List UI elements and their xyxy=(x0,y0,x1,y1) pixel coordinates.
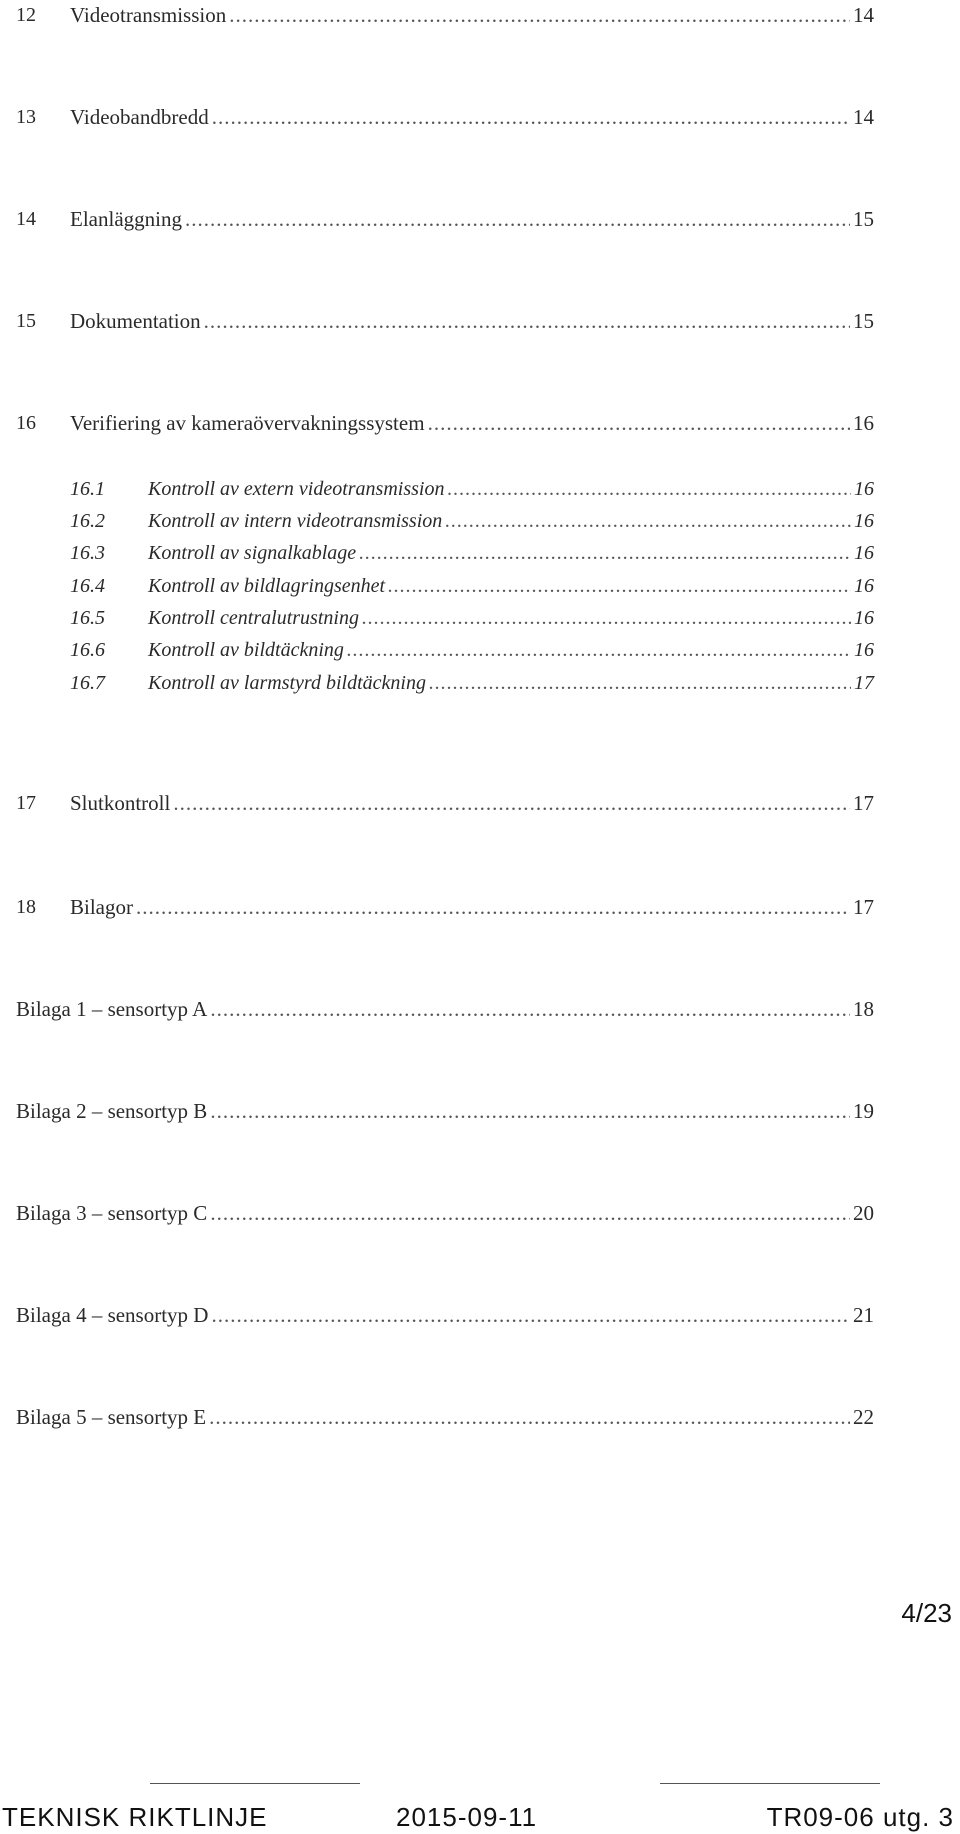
toc-subentry[interactable] xyxy=(0,635,874,665)
toc-entry-page: 16 xyxy=(853,411,874,435)
toc-subentry[interactable] xyxy=(0,506,874,536)
toc-entry-number: 15 xyxy=(16,310,36,332)
toc-entry-number: 16.7 xyxy=(70,672,105,694)
toc-entry-page: 18 xyxy=(853,997,874,1021)
toc-entry-page: 20 xyxy=(853,1201,874,1225)
toc-appendix-entry[interactable] xyxy=(0,1300,874,1330)
toc-entry-number: 17 xyxy=(16,792,36,814)
footer-rule-right xyxy=(660,1783,880,1784)
toc-entry-page: 16 xyxy=(854,542,874,564)
toc-entry-number: 16.2 xyxy=(70,510,105,532)
toc-entry-title: Kontroll centralutrustning xyxy=(148,607,359,629)
toc-entry-page: 16 xyxy=(854,575,874,597)
toc-entry-page: 15 xyxy=(853,309,874,333)
toc-dot-leader xyxy=(428,408,850,438)
toc-dot-leader xyxy=(388,571,851,601)
toc-entry-title: Videotransmission xyxy=(70,3,227,27)
toc-entry-page: 19 xyxy=(853,1099,874,1123)
toc-entry-number: 13 xyxy=(16,106,36,128)
toc-dot-leader xyxy=(362,603,851,633)
toc-entry-title: Bilaga 4 – sensortyp D xyxy=(16,1303,209,1327)
toc-entry-page: 14 xyxy=(853,105,874,129)
toc-dot-leader xyxy=(209,1402,850,1432)
toc-entry-title: Kontroll av bildtäckning xyxy=(148,639,344,661)
toc-entry-number: 16 xyxy=(16,412,36,434)
toc-entry-title: Kontroll av extern videotransmission xyxy=(148,478,445,500)
toc-dot-leader xyxy=(210,1198,850,1228)
toc-dot-leader xyxy=(447,474,851,504)
toc-entry-title: Bilaga 1 – sensortyp A xyxy=(16,997,208,1021)
toc-entry-page: 16 xyxy=(854,639,874,661)
toc-entry-title: Elanläggning xyxy=(70,207,182,231)
toc-dot-leader xyxy=(229,0,850,30)
toc-entry-page: 17 xyxy=(853,895,874,919)
toc-dot-leader xyxy=(185,204,850,234)
toc-dot-leader xyxy=(211,1300,850,1330)
toc-entry-title: Dokumentation xyxy=(70,309,201,333)
toc-entry[interactable] xyxy=(0,102,874,132)
toc-dot-leader xyxy=(136,892,850,922)
toc-entry-number: 12 xyxy=(16,4,36,26)
toc-subentry[interactable] xyxy=(0,603,874,633)
page-number: 4/23 xyxy=(901,1598,952,1628)
toc-entry-number: 18 xyxy=(16,896,36,918)
toc-entry-page: 16 xyxy=(854,478,874,500)
toc-entry-title: Bilagor xyxy=(70,895,133,919)
toc-entry-title: Kontroll av larmstyrd bildtäckning xyxy=(148,672,426,694)
toc-entry[interactable] xyxy=(0,306,874,336)
toc-entry-number: 16.1 xyxy=(70,478,105,500)
toc-entry-page: 17 xyxy=(854,672,874,694)
toc-dot-leader xyxy=(210,994,850,1024)
toc-entry[interactable] xyxy=(0,408,874,438)
toc-subentry[interactable] xyxy=(0,474,874,504)
toc-subentry[interactable] xyxy=(0,668,874,698)
toc-dot-leader xyxy=(347,635,851,665)
toc-entry-page: 16 xyxy=(854,607,874,629)
toc-dot-leader xyxy=(429,668,851,698)
toc-entry-title: Kontroll av bildlagringsenhet xyxy=(148,575,386,597)
toc-entry[interactable] xyxy=(0,204,874,234)
toc-subentry[interactable] xyxy=(0,538,874,568)
toc-entry-title: Kontroll av intern videotransmission xyxy=(148,510,443,532)
toc-subentry[interactable] xyxy=(0,571,874,601)
toc-appendix-entry[interactable] xyxy=(0,1402,874,1432)
toc-entry-number: 14 xyxy=(16,208,36,230)
toc-entry-page: 16 xyxy=(854,510,874,532)
toc-entry-title: Kontroll av signalkablage xyxy=(148,542,357,564)
toc-entry-page: 17 xyxy=(853,791,874,815)
footer-rule-left xyxy=(150,1783,360,1784)
toc-entry-number: 16.5 xyxy=(70,607,105,629)
toc-entry-page: 15 xyxy=(853,207,874,231)
toc-dot-leader xyxy=(173,788,850,818)
toc-entry-number: 16.6 xyxy=(70,639,105,661)
toc-dot-leader xyxy=(445,506,851,536)
toc-entry-title: Videobandbredd xyxy=(70,105,209,129)
footer-document-type: TEKNISK RIKTLINJE xyxy=(2,1802,268,1832)
toc-entry[interactable] xyxy=(0,788,874,818)
toc-entry-page: 22 xyxy=(853,1405,874,1429)
footer-date: 2015-09-11 xyxy=(396,1802,538,1832)
toc-entry-page: 14 xyxy=(853,3,874,27)
toc-dot-leader xyxy=(359,538,851,568)
toc-appendix-entry[interactable] xyxy=(0,994,874,1024)
toc-dot-leader xyxy=(204,306,850,336)
toc-appendix-entry[interactable] xyxy=(0,1096,874,1126)
toc-entry-title: Slutkontroll xyxy=(70,791,171,815)
toc-entry-page: 21 xyxy=(853,1303,874,1327)
toc-appendix-entry[interactable] xyxy=(0,1198,874,1228)
toc-entry-number: 16.3 xyxy=(70,542,105,564)
toc-entry[interactable] xyxy=(0,0,874,30)
toc-entry-title: Bilaga 3 – sensortyp C xyxy=(16,1201,208,1225)
toc-entry[interactable] xyxy=(0,892,874,922)
toc-entry-title: Verifiering av kameraövervakningssystem xyxy=(70,411,425,435)
toc-entry-title: Bilaga 5 – sensortyp E xyxy=(16,1405,207,1429)
page-footer xyxy=(0,1800,960,1834)
toc-entry-title: Bilaga 2 – sensortyp B xyxy=(16,1099,208,1123)
toc-entry-number: 16.4 xyxy=(70,575,105,597)
toc-dot-leader xyxy=(210,1096,850,1126)
footer-document-id: TR09-06 utg. 3 xyxy=(766,1802,954,1832)
toc-dot-leader xyxy=(212,102,850,132)
